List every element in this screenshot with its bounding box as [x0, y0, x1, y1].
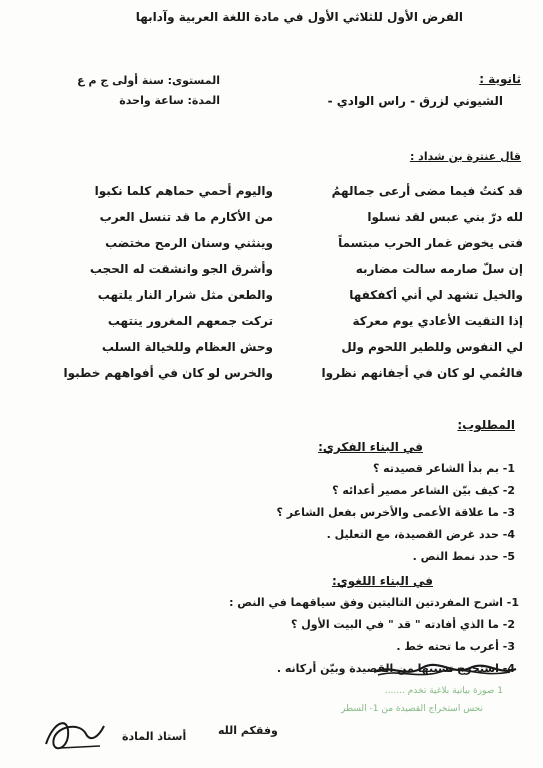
verse-row — [18, 308, 523, 334]
poem-intro: قال عنترة بن شداد : — [409, 150, 521, 163]
teacher-name: الشيوني لزرق - راس الوادي - — [327, 94, 503, 108]
question-item: 1- اشرح المفردتين التاليتين وفق سياقهما في النص : — [229, 596, 519, 609]
question-item: 3- أعرب ما تحته خط . — [396, 640, 515, 653]
question-item: 4- حدد غرض القصيدة، مع التعليل . — [326, 528, 515, 541]
signature — [40, 708, 110, 758]
duration-label: المدة: ساعة واحدة — [119, 94, 220, 107]
verse-first-half: فالعُمي لو كان في أجفانهم نظروا — [321, 366, 523, 380]
verse-first-half: إن سلّ صارمه سالت مضاربه — [355, 262, 523, 276]
verse-row — [18, 360, 523, 386]
question-item: 3- ما علاقة الأعمى والأخرس بفعل الشاعر ؟ — [276, 506, 515, 519]
verse-row — [18, 178, 523, 204]
verse-row — [18, 282, 523, 308]
verse-second-half: والطعن مثل شرار النار يلتهب — [97, 288, 273, 302]
exam-title: الفرض الأول للثلاثي الأول في مادة اللغة العربية وآدابها — [135, 10, 463, 24]
verse-second-half: تركت جمعهم المغرور ينتهب — [107, 314, 273, 328]
verse-second-half: من الأكارم ما قد تنسل العرب — [99, 210, 273, 224]
question-item: 1- بم بدأ الشاعر قصيدته ؟ — [372, 462, 515, 475]
verse-first-half: لي النفوس وللطير اللحوم ولل — [341, 340, 523, 354]
verse-second-half: وحش العظام وللخيالة السلب — [101, 340, 273, 354]
verse-row — [18, 204, 523, 230]
school-name: ثانوية : — [479, 72, 521, 86]
faint-note: نحس استخراج القصيدة من 1- السطر — [341, 704, 483, 714]
level-label: المستوى: سنة أولى ج م ع — [77, 74, 220, 87]
section-title-intellectual: في البناء الفكري: — [318, 440, 423, 454]
verse-row — [18, 334, 523, 360]
verse-first-half: والخيل تشهد لي أني أكفكفها — [349, 288, 523, 302]
verse-row — [18, 256, 523, 282]
crossed-out-words — [370, 660, 520, 682]
question-item: 4- استخرج تشبيها من القصيدة وبيّن أركانه . — [276, 662, 515, 675]
verse-first-half: فتى يخوض غمار الحرب مبتسماً — [338, 236, 523, 250]
teacher-signature-label: أستاذ المادة — [122, 730, 187, 743]
question-item: 2- كيف بيّن الشاعر مصير أعدائه ؟ — [332, 484, 515, 497]
verse-second-half: واليوم أحمي حماهم كلما نكبوا — [94, 184, 273, 198]
question-item: 2- ما الذي أفادته " قد " في البيت الأول ؟ — [291, 618, 515, 631]
verse-second-half: وأشرق الجو وانشقت له الحجب — [89, 262, 273, 276]
question-item: 5- حدد نمط النص . — [412, 550, 515, 563]
section-title-linguistic: في البناء اللغوي: — [331, 574, 433, 588]
verse-second-half: والخرس لو كان في أفواههم خطبوا — [63, 366, 273, 380]
verse-first-half: إذا التقيت الأعادي يوم معركة — [352, 314, 523, 328]
verse-row — [18, 230, 523, 256]
faint-note: 1 صورة بيانية بلاغية تخدم ....... — [384, 686, 503, 696]
closing-wish: وفقكم الله — [218, 724, 278, 737]
requirements-title: المطلوب: — [457, 418, 515, 432]
poem-block — [18, 178, 523, 386]
verse-first-half: لله درّ بني عبس لقد نسلوا — [367, 210, 523, 224]
verse-second-half: وينثني وسنان الرمح مختضب — [105, 236, 273, 250]
verse-first-half: قد كنتُ فيما مضى أرعى جمالهمُ — [331, 184, 523, 198]
